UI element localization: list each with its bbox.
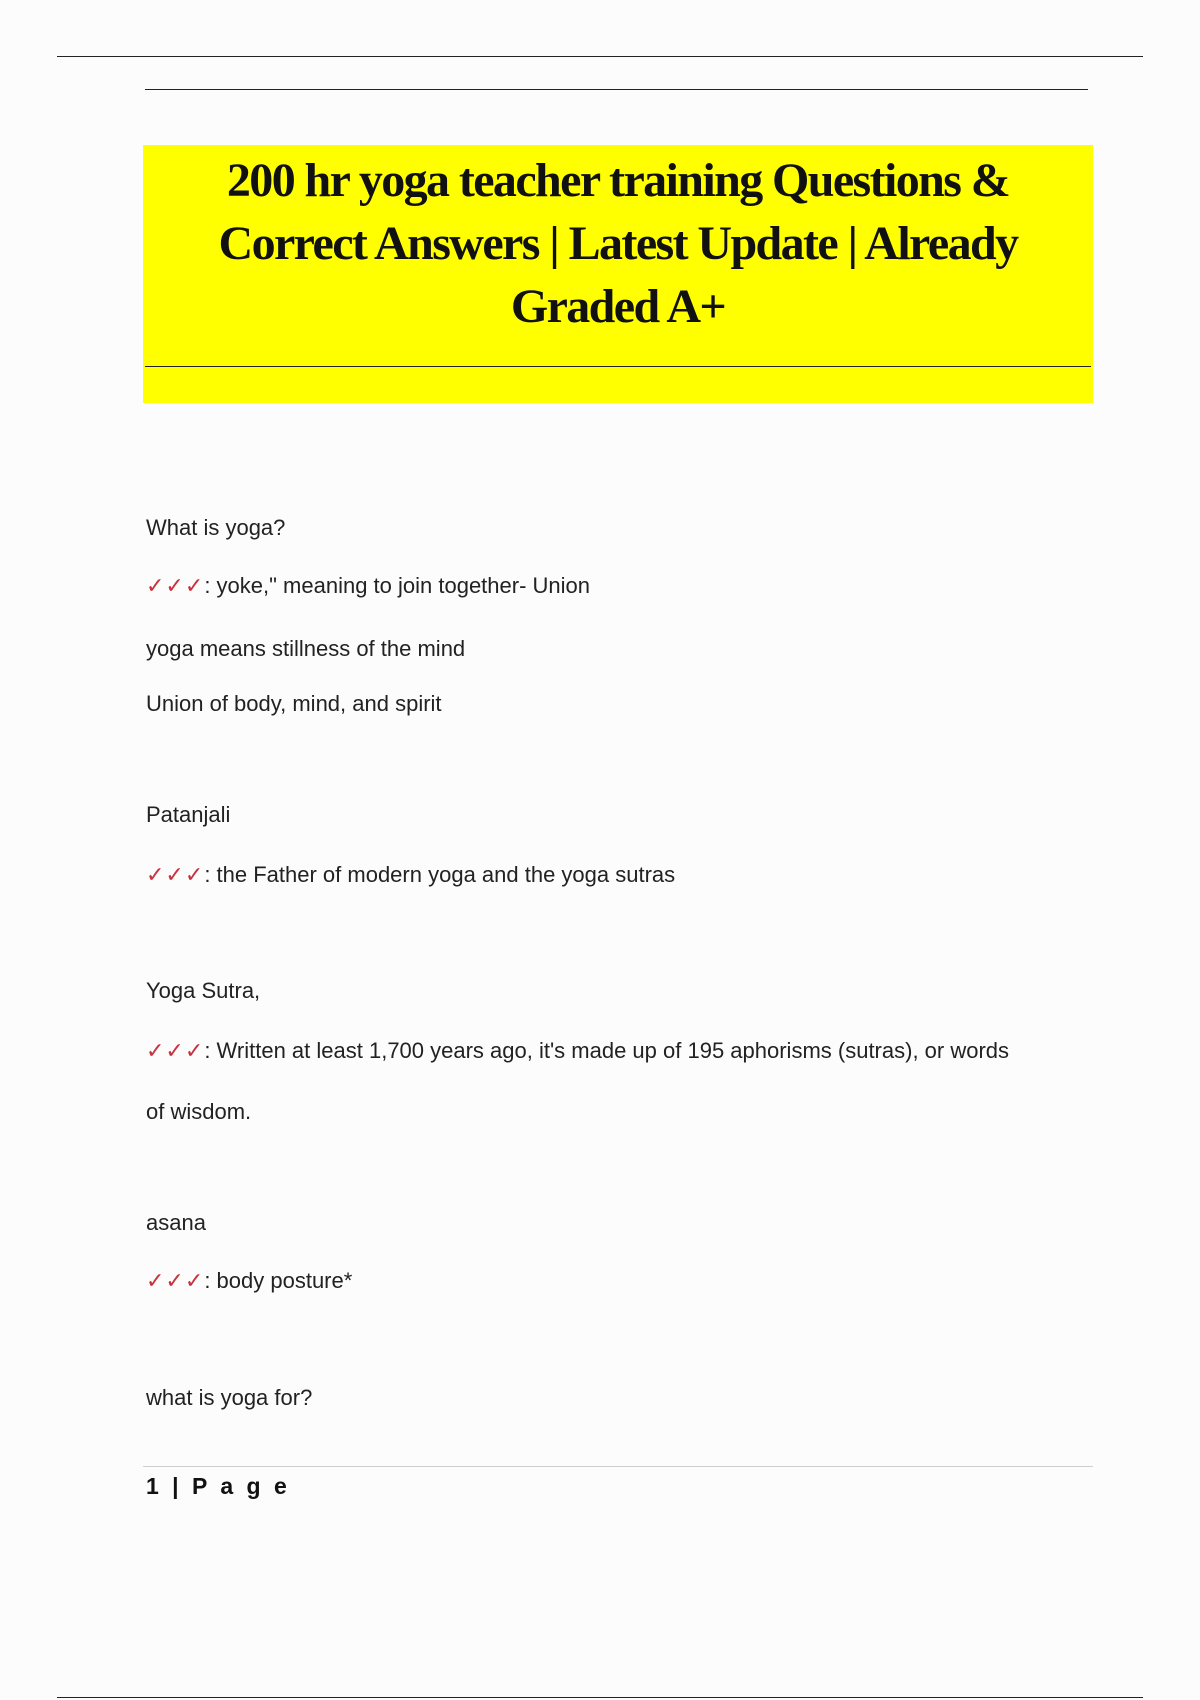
answer-continuation: of wisdom. bbox=[146, 1099, 252, 1124]
answer-line bbox=[146, 1038, 1009, 1064]
check-marks-icon: ✓✓✓ bbox=[146, 862, 205, 887]
question-what-is-yoga-for: what is yoga for? bbox=[146, 1385, 313, 1410]
footer-rule bbox=[143, 1466, 1093, 1467]
answer-line bbox=[146, 1268, 352, 1294]
page-top-rule bbox=[57, 56, 1143, 57]
answer-line bbox=[146, 573, 590, 599]
check-marks-icon: ✓✓✓ bbox=[146, 1268, 205, 1293]
document-title: 200 hr yoga teacher training Questions & Correct Answers | Latest Update | Already Graded A+ bbox=[218, 154, 1018, 333]
question-patanjali: Patanjali bbox=[146, 802, 231, 827]
answer-text: : body posture* bbox=[204, 1268, 353, 1293]
answer-line bbox=[146, 862, 675, 888]
check-marks-icon: ✓✓✓ bbox=[146, 573, 205, 598]
question-yoga-sutra: Yoga Sutra, bbox=[146, 978, 261, 1003]
header-rule bbox=[145, 89, 1088, 90]
answer-text: : the Father of modern yoga and the yoga sutras bbox=[204, 862, 676, 887]
answer-text: : yoke," meaning to join together- Union bbox=[204, 573, 591, 598]
answer-extra-line: Union of body, mind, and spirit bbox=[146, 691, 442, 716]
title-underline bbox=[145, 366, 1091, 367]
check-marks-icon: ✓✓✓ bbox=[146, 1038, 205, 1063]
title-banner bbox=[143, 145, 1093, 403]
answer-text: : Written at least 1,700 years ago, it's made up of 195 aphorisms (sutras), or words bbox=[204, 1038, 1010, 1063]
answer-extra-line: yoga means stillness of the mind bbox=[146, 636, 466, 661]
page-number: 1 | P a g e bbox=[146, 1473, 291, 1499]
question-what-is-yoga: What is yoga? bbox=[146, 515, 286, 540]
page-bottom-rule bbox=[57, 1697, 1143, 1698]
question-asana: asana bbox=[146, 1210, 206, 1235]
